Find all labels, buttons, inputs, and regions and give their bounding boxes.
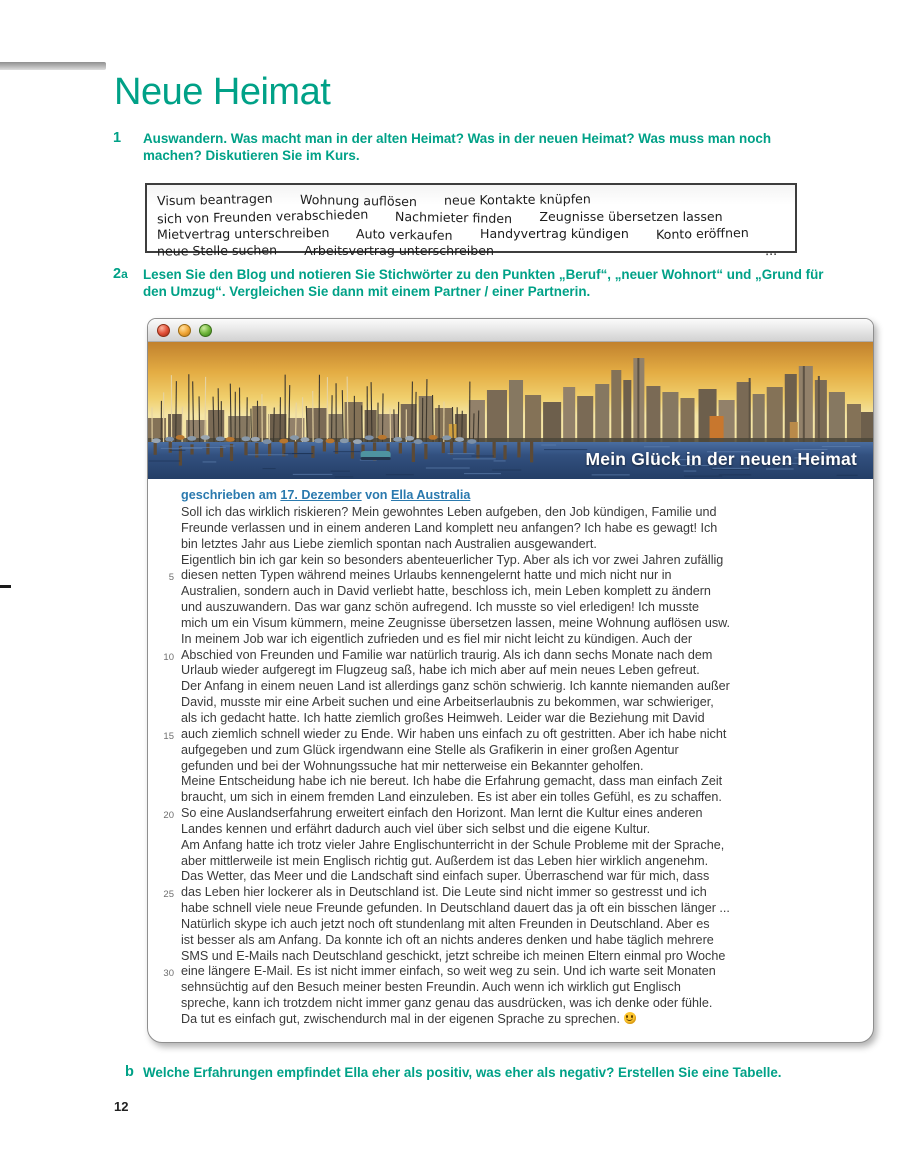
line-number xyxy=(156,681,174,697)
byline-connector: von xyxy=(365,488,388,502)
line-text: Urlaub wieder aufgeregt im Flugzeug saß, habe ich mich aber auf mein neues Leben gefreut. xyxy=(181,663,700,678)
line-text: Freunde verlassen und in einem anderen Land komplett neu anfangen? Ich habe es gewagt! Ich xyxy=(181,520,718,535)
exercise-1-instruction: Auswandern. Was macht man in der alten Heimat? Was in der neuen Heimat? Was muss man noch machen? Diskutieren Sie im Kurs. xyxy=(143,131,772,163)
line-number xyxy=(156,792,174,808)
exercise-2a xyxy=(113,266,833,300)
line-number xyxy=(156,903,174,919)
line-text: Am Anfang hatte ich trotz vieler Jahre Englischunterricht in der Schule Probleme mit der Sprache, xyxy=(181,837,725,852)
blog-line xyxy=(156,822,863,838)
blog-line xyxy=(156,901,863,917)
word-box xyxy=(145,183,797,259)
line-text: auch ziemlich schnell wieder zu Ende. Wir haben uns einfach zu oft gestritten. Aber ich habe nicht xyxy=(181,726,727,741)
line-text: So eine Auslandserfahrung erweitert einfach den Horizont. Man lernt die Kultur eines anderen xyxy=(181,806,703,821)
blog-line xyxy=(156,727,863,743)
blog-line xyxy=(156,790,863,806)
line-number xyxy=(156,523,174,539)
line-number xyxy=(156,618,174,634)
blog-line xyxy=(156,980,863,996)
line-text: diesen netten Typen während meines Urlaubs kennengelernt hatte und mich nicht nur in xyxy=(181,568,672,583)
line-text: und auszuwandern. Das war ganz schön aufregend. Ich musste so viel erledigen! Ich musste xyxy=(181,600,700,615)
exercise-1 xyxy=(113,130,813,164)
blog-line xyxy=(156,964,863,980)
exercise-1-number: 1 xyxy=(113,130,122,146)
blog-post xyxy=(148,479,873,1042)
word-box-item: Visum beantragen xyxy=(156,190,273,209)
line-text: ist besser als am Anfang. Da konnte ich oft an nichts anderes denken und habe täglich mehrere xyxy=(181,932,714,947)
exercise-2a-instruction: Lesen Sie den Blog und notieren Sie Stichwörter zu den Punkten „Beruf“, „neuer Wohnort“ und „Grund für den Umzug“. Vergleichen Sie dann mit einem Partner / einer Partnerin. xyxy=(143,267,824,299)
line-number xyxy=(156,555,174,571)
blog-line xyxy=(156,553,863,569)
line-text: Australien, sondern auch in David verliebt hatte, beschloss ich, mein Leben komplett zu ändern xyxy=(181,584,711,599)
blog-line xyxy=(156,996,863,1012)
exercise-2b-number: b xyxy=(125,1064,134,1080)
line-text: Soll ich das wirklich riskieren? Mein gewohntes Leben aufgeben, den Job kündigen, Familie und xyxy=(181,505,717,519)
blog-line xyxy=(156,1012,863,1028)
line-text: gefunden und bei der Wohnungssuche hat mir netterweise ein Bekannter geholfen. xyxy=(181,758,644,773)
line-text: SMS und E-Mails nach Deutschland geschickt, jetzt schreibe ich meinen Eltern einmal pro Woche xyxy=(181,948,726,963)
blog-line xyxy=(156,679,863,695)
line-text: mich um ein Visum kümmern, meine Zeugnisse übersetzen lassen, meine Wohnung auflösen usw. xyxy=(181,615,731,630)
line-number xyxy=(156,840,174,856)
line-number xyxy=(156,824,174,840)
line-number xyxy=(156,1014,174,1030)
line-text: sehnsüchtig auf den Besuch meiner besten Freundin. Auch wenn ich wirklich gut Englisch xyxy=(181,980,681,995)
line-text: Der Anfang in einem neuen Land ist allerdings ganz schön schwierig. Ich kannte niemanden außer xyxy=(181,679,730,694)
line-number xyxy=(156,539,174,555)
blog-line xyxy=(156,869,863,885)
line-number xyxy=(156,665,174,681)
line-text: aber mittlerweile ist mein Englisch richtig gut. Außerdem ist das Leben hier wirklich angenehm. xyxy=(181,853,709,868)
line-number xyxy=(156,507,174,523)
exercise-2b xyxy=(125,1064,865,1081)
word-box-item: Zeugnisse übersetzen lassen xyxy=(539,209,723,224)
line-number: 20 xyxy=(163,810,174,822)
line-text: Abschied von Freunden und Familie war natürlich traurig. Als ich dann sechs Monate nach dem xyxy=(181,647,713,662)
line-text: Meine Entscheidung habe ich nie bereut. Ich habe die Erfahrung gemacht, dass man einfach Zeit xyxy=(181,774,723,789)
crop-mark xyxy=(0,585,11,588)
word-box-item: Mietvertrag unterschreiben xyxy=(156,225,330,242)
blog-line xyxy=(156,854,863,870)
exercise-2a-number: 2a xyxy=(113,266,128,282)
line-text: Das Wetter, das Meer und die Landschaft sind einfach super. Überraschend war für mich, dass xyxy=(181,869,710,884)
line-number xyxy=(156,982,174,998)
blog-date-link[interactable]: 17. Dezember xyxy=(280,488,362,502)
line-number xyxy=(156,935,174,951)
line-number: 25 xyxy=(163,889,174,901)
window-titlebar[interactable] xyxy=(148,319,873,342)
word-box-item: Nachmieter finden xyxy=(395,208,513,227)
line-text: braucht, um sich in einem fremden Land einzuleben. Es ist aber ein tolles Gefühl, es zu schaffen. xyxy=(181,790,722,805)
blog-line xyxy=(156,505,863,521)
line-number xyxy=(156,697,174,713)
minimize-button[interactable] xyxy=(178,324,191,337)
blog-line xyxy=(156,616,863,632)
zoom-button[interactable] xyxy=(199,324,212,337)
line-number: 10 xyxy=(163,651,174,663)
page-title: Neue Heimat xyxy=(114,71,331,114)
line-number: 30 xyxy=(163,968,174,980)
word-box-item: neue Stelle suchen xyxy=(156,242,278,259)
line-number xyxy=(156,871,174,887)
line-number xyxy=(156,998,174,1014)
blog-line xyxy=(156,774,863,790)
blog-line xyxy=(156,759,863,775)
page-number: 12 xyxy=(114,1099,129,1114)
line-text: bin letztes Jahr aus Liebe ziemlich spontan nach Australien ausgewandert. xyxy=(181,536,597,551)
blog-line xyxy=(156,521,863,537)
chapter-tab-marker xyxy=(0,62,106,70)
blog-line xyxy=(156,663,863,679)
blog-line xyxy=(156,568,863,584)
blog-line xyxy=(156,885,863,901)
word-box-item: Arbeitsvertrag unterschreiben xyxy=(304,243,494,258)
blog-line xyxy=(156,600,863,616)
line-text: Eigentlich bin ich gar kein so besonders abenteuerlicher Typ. Aber als ich vor zwei Jahren zufällig xyxy=(181,552,724,567)
line-text: aufgegeben und zum Glück irgendwann eine Stelle als Grafikerin in einer großen Agentur xyxy=(181,742,679,757)
line-number xyxy=(156,713,174,729)
line-text: Natürlich skype ich auch jetzt noch oft stundenlang mit alten Freunden in Deutschland. Aber es xyxy=(181,916,710,931)
line-text: spreche, kann ich trotzdem nicht immer ganz genau das ausdrücken, was ich denke oder fühle. xyxy=(181,996,713,1011)
line-text: Landes kennen und erfährt dadurch auch viel über sich selbst und die eigene Kultur. xyxy=(181,821,651,836)
line-number xyxy=(156,634,174,650)
header-photo-melbourne-skyline xyxy=(148,342,873,479)
line-text: das Leben hier lockerer als in Deutschland ist. Die Leute sind nicht immer so gestresst und ich xyxy=(181,885,707,900)
line-number: 5 xyxy=(168,572,174,584)
line-text: als ich gedacht hatte. Ich hatte ziemlich großes Heimweh. Leider war die Beziehung mit David xyxy=(181,710,705,725)
photo-caption: Mein Glück in der neuen Heimat xyxy=(585,449,857,469)
exercise-2b-instruction: Welche Erfahrungen empfindet Ella eher als positiv, was eher als negativ? Erstellen Sie eine Tabelle. xyxy=(143,1065,782,1080)
line-number xyxy=(156,586,174,602)
close-button[interactable] xyxy=(157,324,170,337)
blog-line xyxy=(156,743,863,759)
line-number xyxy=(156,761,174,777)
line-text: Da tut es einfach gut, zwischendurch mal in der eigenen Sprache zu sprechen. xyxy=(181,1012,620,1026)
word-box-item: neue Kontakte knüpfen xyxy=(443,191,591,208)
blog-line xyxy=(156,838,863,854)
word-box-item: Auto verkaufen xyxy=(356,226,454,243)
line-number xyxy=(156,745,174,761)
dinghy-boat xyxy=(361,451,391,460)
blog-line xyxy=(156,917,863,933)
blog-line xyxy=(156,695,863,711)
blog-line xyxy=(156,632,863,648)
word-box-items xyxy=(157,192,783,258)
blog-line xyxy=(156,584,863,600)
line-text: eine längere E-Mail. Es ist nicht immer einfach, so weit weg zu sein. Und ich warte seit Monaten xyxy=(181,964,716,979)
blog-line xyxy=(156,537,863,553)
byline-prefix: geschrieben am xyxy=(181,488,277,502)
blog-line xyxy=(156,648,863,664)
blog-line xyxy=(156,806,863,822)
blog-line xyxy=(156,949,863,965)
line-number xyxy=(156,602,174,618)
line-text: habe schnell viele neue Freunde gefunden. In Deutschland dauert das ja oft ein bisschen länger ... xyxy=(181,901,730,916)
line-text: In meinem Job war ich eigentlich zufrieden und es fiel mir nicht leicht zu kündigen. Auch der xyxy=(181,631,693,646)
smiley-emoji-icon xyxy=(624,1012,636,1024)
line-number xyxy=(156,776,174,792)
blog-line xyxy=(156,933,863,949)
blog-author-link[interactable]: Ella Australia xyxy=(391,488,471,502)
word-box-item: sich von Freunden verabschieden xyxy=(156,206,369,227)
blog-text xyxy=(156,505,863,1028)
word-box-item: ... xyxy=(764,242,778,259)
line-text: David, musste mir eine Arbeit suchen und eine Arbeitserlaubnis zu bekommen, war schwieriger, xyxy=(181,695,714,710)
word-box-item: Wohnung auflösen xyxy=(299,191,417,210)
word-box-item: Konto eröffnen xyxy=(655,224,749,243)
line-number xyxy=(156,919,174,935)
line-number xyxy=(156,951,174,967)
blog-line xyxy=(156,711,863,727)
word-box-item: Handyvertrag kündigen xyxy=(480,226,629,241)
line-number xyxy=(156,856,174,872)
blog-byline xyxy=(181,488,863,502)
browser-window xyxy=(147,318,874,1043)
line-number: 15 xyxy=(163,730,174,742)
